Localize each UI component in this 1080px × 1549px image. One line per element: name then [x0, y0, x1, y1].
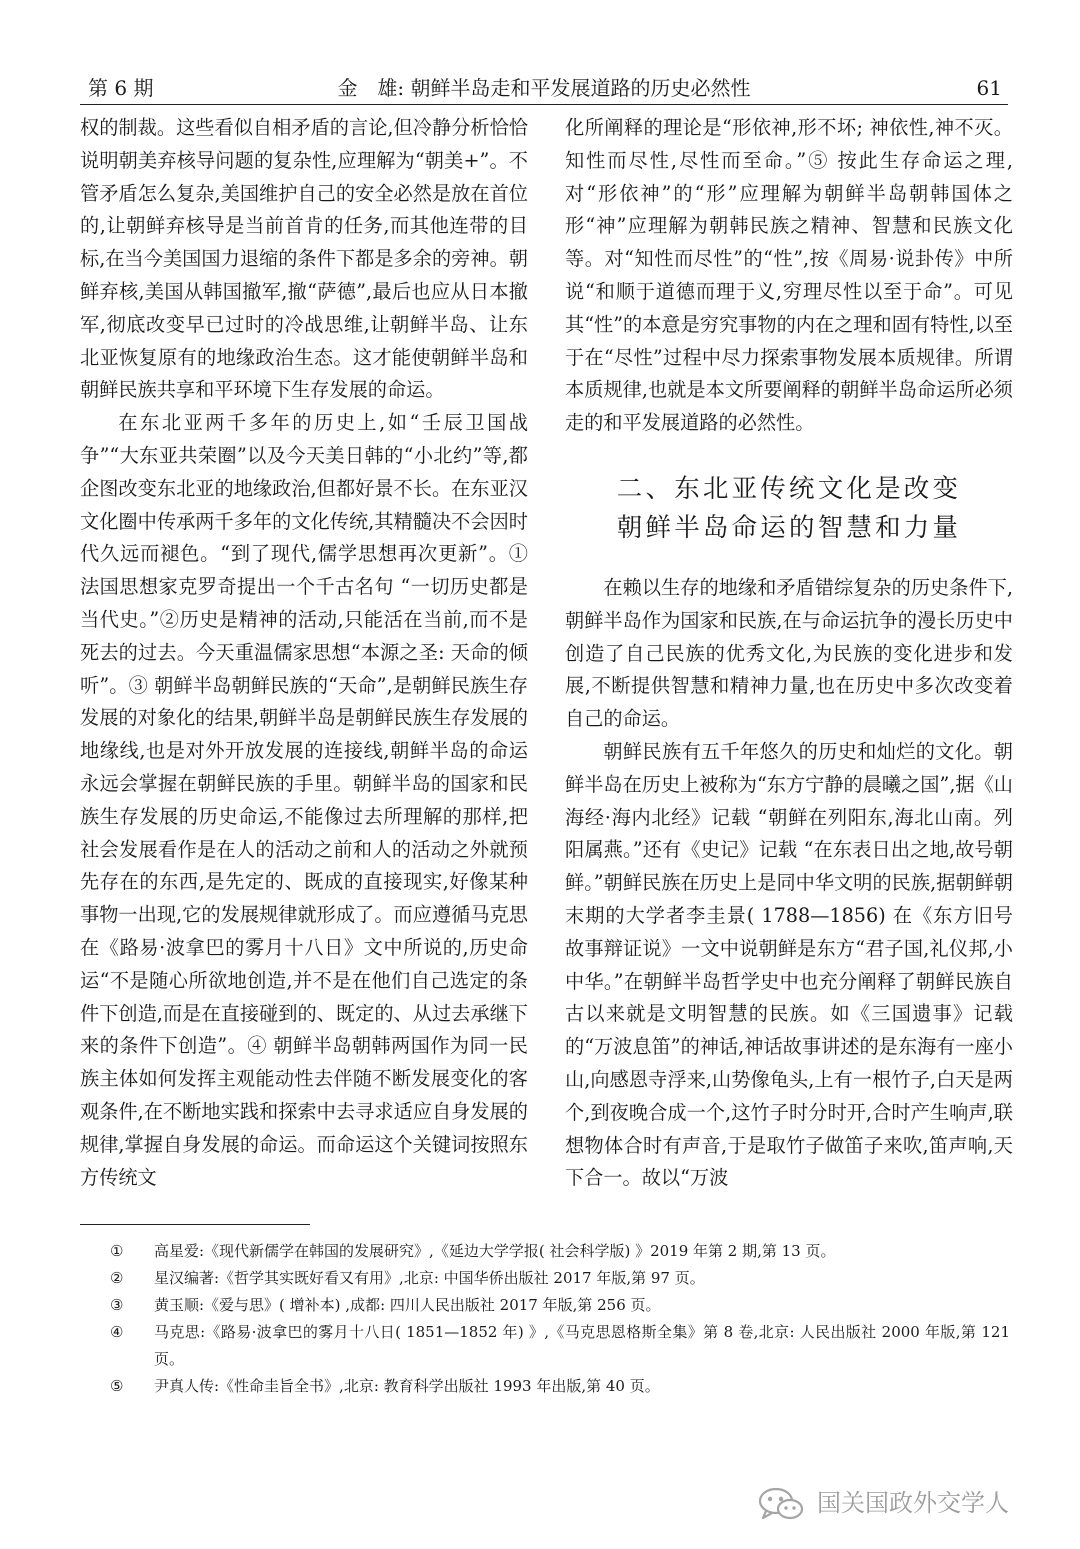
- footnote-text: 马克思:《路易·波拿巴的雾月十八日( 1851—1852 年) 》,《马克思恩格斯全集》第 8 卷,北京: 人民出版社 2000 年版,第 121 页。: [154, 1323, 1010, 1368]
- footnote-marker: ②: [110, 1269, 124, 1287]
- footnote-item: [110, 1373, 1010, 1400]
- footnote-item: [110, 1292, 1010, 1319]
- body-paragraph: 在赖以生存的地缘和矛盾错综复杂的历史条件下,朝鲜半岛作为国家和民族,在与命运抗争的漫长历史中创造了自己民族的优秀文化,为民族的变化进步和发展,不断提供智慧和精神力量,也在历史中多次改变着自己的命运。: [565, 575, 1013, 731]
- right-column: [565, 112, 1013, 1222]
- footnote-marker: ④: [110, 1323, 124, 1341]
- footnote-item: [110, 1319, 1010, 1373]
- section-heading-line: 二、东北亚传统文化是改变: [616, 473, 962, 504]
- footnotes: [110, 1238, 1010, 1400]
- issue-number: 第 6 期: [88, 76, 154, 100]
- section-heading-line: 朝鲜半岛命运的智慧和力量: [616, 512, 962, 543]
- body-paragraph: 化所阐释的理论是“形依神,形不坏; 神依性,神不灭。知性而尽性,尽性而至命。”⑤ 按此生存命运之理,对“形依神”的“形”应理解为朝鲜半岛朝韩国体之形“神”应理解为朝韩民族之精神、智慧和民族文化等。对“知性而尽性”的“性”,按《周易·说卦传》中所说“和顺于道德而理于义,穷理尽性以至于命”。可见其“性”的本意是穷究事物的内在之理和固有特性,以至于在“尽性”过程中尽力探索事物发展本质规律。所谓本质规律,也就是本文所要阐释的朝鲜半岛命运所必须走的和平发展道路的必然性。: [565, 116, 1013, 435]
- body-paragraph: 在东北亚两千多年的历史上,如“壬辰卫国战争”“大东亚共荣圈”以及今天美日韩的“小北约”等,都企图改变东北亚的地缘政治,但都好景不长。在东亚汉文化圈中传承两千多年的文化传统,其精髓决不会因时代久远而褪色。“到了现代,儒学思想再次更新”。① 法国思想家克罗奇提出一个千古名句 “一切历史都是当代史。”②历史是精神的活动,只能活在当前,而不是死去的过去。今天重温儒家思想“本源之圣: 天命的倾听”。③ 朝鲜半岛朝鲜民族的“天命”,是朝鲜民族生存发展的对象化的结果,朝鲜半岛是朝鲜民族生存发展的地缘线,也是对外开放发展的连接线,朝鲜半岛的命运永远会掌握在朝鲜民族的手里。朝鲜半岛的国家和民族生存发展的历史命运,不能像过去所理解的那样,把社会发展看作是在人的活动之前和人的活动之外就预先存在的东西,是先定的、既成的直接现实,好像某种事物一出现,它的发展规律就形成了。而应遵循马克思在《路易·波拿巴的雾月十八日》文中所说的,历史命运“不是随心所欲地创造,并不是在他们自己选定的条件下创造,而是在直接碰到的、既定的、从过去承继下来的条件下创造”。④ 朝鲜半岛朝韩两国作为同一民族主体如何发挥主观能动性去伴随不断发展变化的客观条件,在不断地实践和探索中去寻求适应自身发展的规律,掌握自身发展的命运。而命运这个关键词按照东方传统文: [80, 411, 528, 1189]
- wechat-icon: [757, 1487, 805, 1521]
- footnote-item: [110, 1265, 1010, 1292]
- footnote-text: 星汉编著:《哲学其实既好看又有用》,北京: 中国华侨出版社 2017 年版,第 97 页。: [154, 1269, 705, 1287]
- page-number: 61: [976, 76, 1002, 100]
- footnote-marker: ③: [110, 1296, 124, 1314]
- footnote-marker: ①: [110, 1242, 124, 1260]
- body-paragraph: 朝鲜民族有五千年悠久的历史和灿烂的文化。朝鲜半岛在历史上被称为“东方宁静的晨曦之国”,据《山海经·海内北经》记载 “朝鲜在列阳东,海北山南。列阳属燕。”还有《史记》记载 “在东表日出之地,故号朝鲜。”朝鲜民族在历史上是同中华文明的民族,据朝鲜朝末期的大学者李圭景( 1788—1856) 在《东方旧号故事辩证说》一文中说朝鲜是东方“君子国,礼仪邦,小中华。”在朝鲜半岛哲学史中也充分阐释了朝鲜民族自古以来就是文明智慧的民族。如《三国遗事》记载的“万波息笛”的神话,神话故事讲述的是东海有一座小山,向感恩寺浮来,山势像龟头,上有一根竹子,白天是两个,到夜晚合成一个,这竹子时分时开,合时产生响声,联想物体合时有声音,于是取竹子做笛子来吹,笛声响,天下合一。故以“万波: [565, 739, 1013, 1190]
- left-column: [80, 112, 528, 1222]
- footnote-text: 黄玉顺:《爱与思》( 增补本) ,成都: 四川人民出版社 2017 年版,第 256 页。: [154, 1296, 661, 1314]
- section-heading: [565, 470, 1013, 548]
- footnote-divider: [80, 1224, 310, 1225]
- footnote-marker: ⑤: [110, 1377, 124, 1395]
- footnote-item: [110, 1238, 1010, 1265]
- body-paragraph: 权的制裁。这些看似自相矛盾的言论,但冷静分析恰恰说明朝美弃核导问题的复杂性,应理解为“朝美+”。不管矛盾怎么复杂,美国维护自己的安全必然是放在首位的,让朝鲜弃核导是当前首肯的任务,而其他连带的目标,在当今美国国力退缩的条件下都是多余的旁神。朝鲜弃核,美国从韩国撤军,撤“萨德”,最后也应从日本撤军,彻底改变早已过时的冷战思维,让朝鲜半岛、让东北亚恢复原有的地缘政治生态。这才能使朝鲜半岛和朝鲜民族共享和平环境下生存发展的命运。: [80, 116, 528, 402]
- footnote-text: 高星爱:《现代新儒学在韩国的发展研究》,《延边大学学报( 社会科学版) 》2019 年第 2 期,第 13 页。: [154, 1242, 836, 1260]
- footnote-text: 尹真人传:《性命圭旨全书》,北京: 教育科学出版社 1993 年出版,第 40 页。: [154, 1377, 660, 1395]
- running-header: [80, 74, 1008, 105]
- running-title: 金 雄: 朝鲜半岛走和平发展道路的历史必然性: [337, 76, 751, 100]
- watermark-text: 国关国政外交学人: [817, 1489, 1009, 1517]
- watermark: [757, 1483, 1052, 1523]
